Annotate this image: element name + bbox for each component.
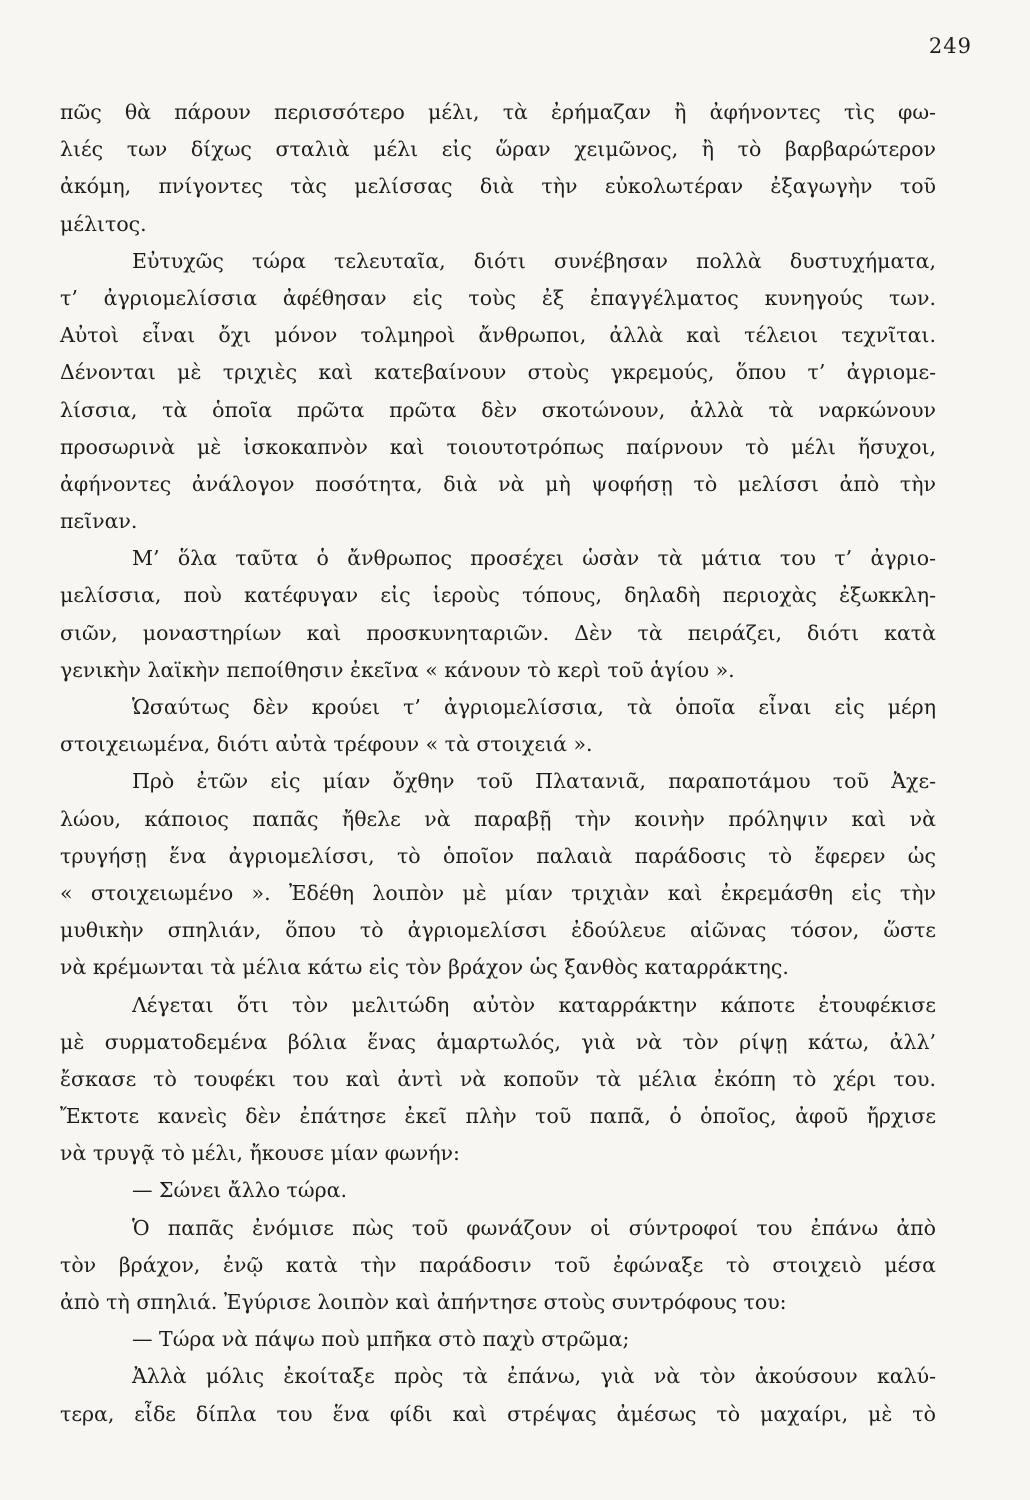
text-line: νὰ τρυγᾷ τὸ μέλι, ἤκουσε μίαν φωνήν:: [60, 1141, 460, 1166]
text-line: προσωρινὰ μὲ ἰσκοκαπνὸν καὶ τοιουτοτρόπως παίρνουν τὸ μέλι ἥσυχοι,: [60, 434, 936, 459]
text-line: — Τώρα νὰ πάψω ποὺ μπῆκα στὸ παχὺ στρῶμα;: [132, 1327, 630, 1352]
text-line: τερα, εἶδε δίπλα του ἕνα φίδι καὶ στρέψας ἀμέσως τὸ μαχαίρι, μὲ τὸ: [60, 1401, 936, 1426]
text-line: τρυγήσῃ ἕνα ἀγριομελίσσι, τὸ ὁποῖον παλαιὰ παράδοσις τὸ ἔφερεν ὡς: [60, 843, 936, 868]
text-line: — Σώνει ἄλλο τώρα.: [132, 1178, 348, 1203]
text-line: Μ’ ὅλα ταῦτα ὁ ἄνθρωπος προσέχει ὡσὰν τὰ μάτια του τ’ ἀγριο-: [132, 546, 936, 571]
text-line: Δένονται μὲ τριχιὲς καὶ κατεβαίνουν στοὺς γκρεμούς, ὅπου τ’ ἀγριομε-: [60, 360, 936, 385]
text-line: λίσσια, τὰ ὁποῖα πρῶτα πρῶτα δὲν σκοτώνουν, ἀλλὰ τὰ ναρκώνουν: [60, 397, 936, 422]
text-line: μελίσσια, ποὺ κατέφυγαν εἰς ἱεροὺς τόπους, δηλαδὴ περιοχὰς ἐξωκκλη-: [60, 583, 936, 608]
text-line: ἀπὸ τὴ σπηλιά. Ἐγύρισε λοιπὸν καὶ ἀπήντησε στοὺς συντρόφους του:: [60, 1290, 787, 1314]
text-line: σιῶν, μοναστηρίων καὶ προσκυνηταριῶν. Δὲν τὰ πειράζει, διότι κατὰ: [60, 620, 936, 645]
text-line: Ὡσαύτως δὲν κρούει τ’ ἀγριομελίσσια, τὰ ὁποῖα εἶναι εἰς μέρη: [132, 695, 936, 719]
text-line: ἀφήνοντες ἀνάλογον ποσότητα, διὰ νὰ μὴ ψοφήσῃ τὸ μελίσσι ἀπὸ τὴν: [60, 471, 936, 496]
text-line: ἔσκασε τὸ τουφέκι του καὶ ἀντὶ νὰ κοποῦν τὰ μέλια ἐκόπη τὸ χέρι του.: [60, 1066, 936, 1091]
text-line: Ἔκτοτε κανεὶς δὲν ἐπάτησε ἐκεῖ πλὴν τοῦ παπᾶ, ὁ ὁποῖος, ἀφοῦ ἤρχισε: [60, 1104, 936, 1129]
text-line: Ὁ παπᾶς ἐνόμισε πὼς τοῦ φωνάζουν οἱ σύντροφοί του ἐπάνω ἀπὸ: [132, 1215, 936, 1240]
text-line: λώου, κάποιος παπᾶς ἤθελε νὰ παραβῇ τὴν κοινὴν πρόληψιν καὶ νὰ: [60, 806, 936, 831]
text-line: Αὐτοὶ εἶναι ὄχι μόνον τολμηροὶ ἄνθρωποι, ἀλλὰ καὶ τέλειοι τεχνῖται.: [60, 323, 936, 348]
text-line: μυθικὴν σπηλιάν, ὅπου τὸ ἀγριομελίσσι ἐδούλευε αἰῶνας τόσον, ὥστε: [60, 918, 936, 943]
text-line: πεῖναν.: [60, 509, 138, 534]
text-line: Εὐτυχῶς τώρα τελευταῖα, διότι συνέβησαν πολλὰ δυστυχήματα,: [132, 248, 936, 273]
page-number: 249: [928, 34, 972, 58]
text-line: « στοιχειωμένο ». Ἐδέθη λοιπὸν μὲ μίαν τριχιὰν καὶ ἐκρεμάσθη εἰς τὴν: [60, 880, 936, 905]
text-line: Ἀλλὰ μόλις ἐκοίταξε πρὸς τὰ ἐπάνω, γιὰ νὰ τὸν ἀκούσουν καλύ-: [132, 1364, 936, 1389]
body-text: [60, 94, 936, 1433]
text-line: νὰ κρέμωνται τὰ μέλια κάτω εἰς τὸν βράχον ὡς ξανθὸς καταρράκτης.: [60, 955, 789, 980]
text-line: λιές των δίχως σταλιὰ μέλι εἰς ὥραν χειμῶνος, ἢ τὸ βαρβαρώτερον: [60, 137, 936, 162]
text-line: μέλιτος.: [60, 211, 147, 236]
text-line: στοιχειωμένα, διότι αὐτὰ τρέφουν « τὰ στοιχειά ».: [60, 732, 593, 757]
text-line: πῶς θὰ πάρουν περισσότερο μέλι, τὰ ἐρήμαζαν ἢ ἀφήνοντες τὶς φω-: [60, 100, 936, 124]
text-line: γενικὴν λαϊκὴν πεποίθησιν ἐκεῖνα « κάνουν τὸ κερὶ τοῦ ἁγίου ».: [60, 657, 735, 682]
text-line: τ’ ἀγριομελίσσια ἀφέθησαν εἰς τοὺς ἐξ ἐπαγγέλματος κυνηγούς των.: [60, 285, 936, 310]
text-line: μὲ συρματοδεμένα βόλια ἕνας ἁμαρτωλός, γιὰ νὰ τὸν ρίψῃ κάτω, ἀλλ’: [60, 1029, 936, 1054]
text-line: τὸν βράχον, ἐνῷ κατὰ τὴν παράδοσιν τοῦ ἐφώναξε τὸ στοιχειὸ μέσα: [60, 1252, 936, 1277]
text-line: ἀκόμη, πνίγοντες τὰς μελίσσας διὰ τὴν εὐκολωτέραν ἐξαγωγὴν τοῦ: [60, 174, 936, 199]
text-line: Πρὸ ἐτῶν εἰς μίαν ὄχθην τοῦ Πλατανιᾶ, παραποτάμου τοῦ Ἀχε-: [132, 769, 936, 794]
text-line: Λέγεται ὅτι τὸν μελιτώδη αὐτὸν καταρράκτην κάποτε ἐτουφέκισε: [132, 992, 936, 1017]
